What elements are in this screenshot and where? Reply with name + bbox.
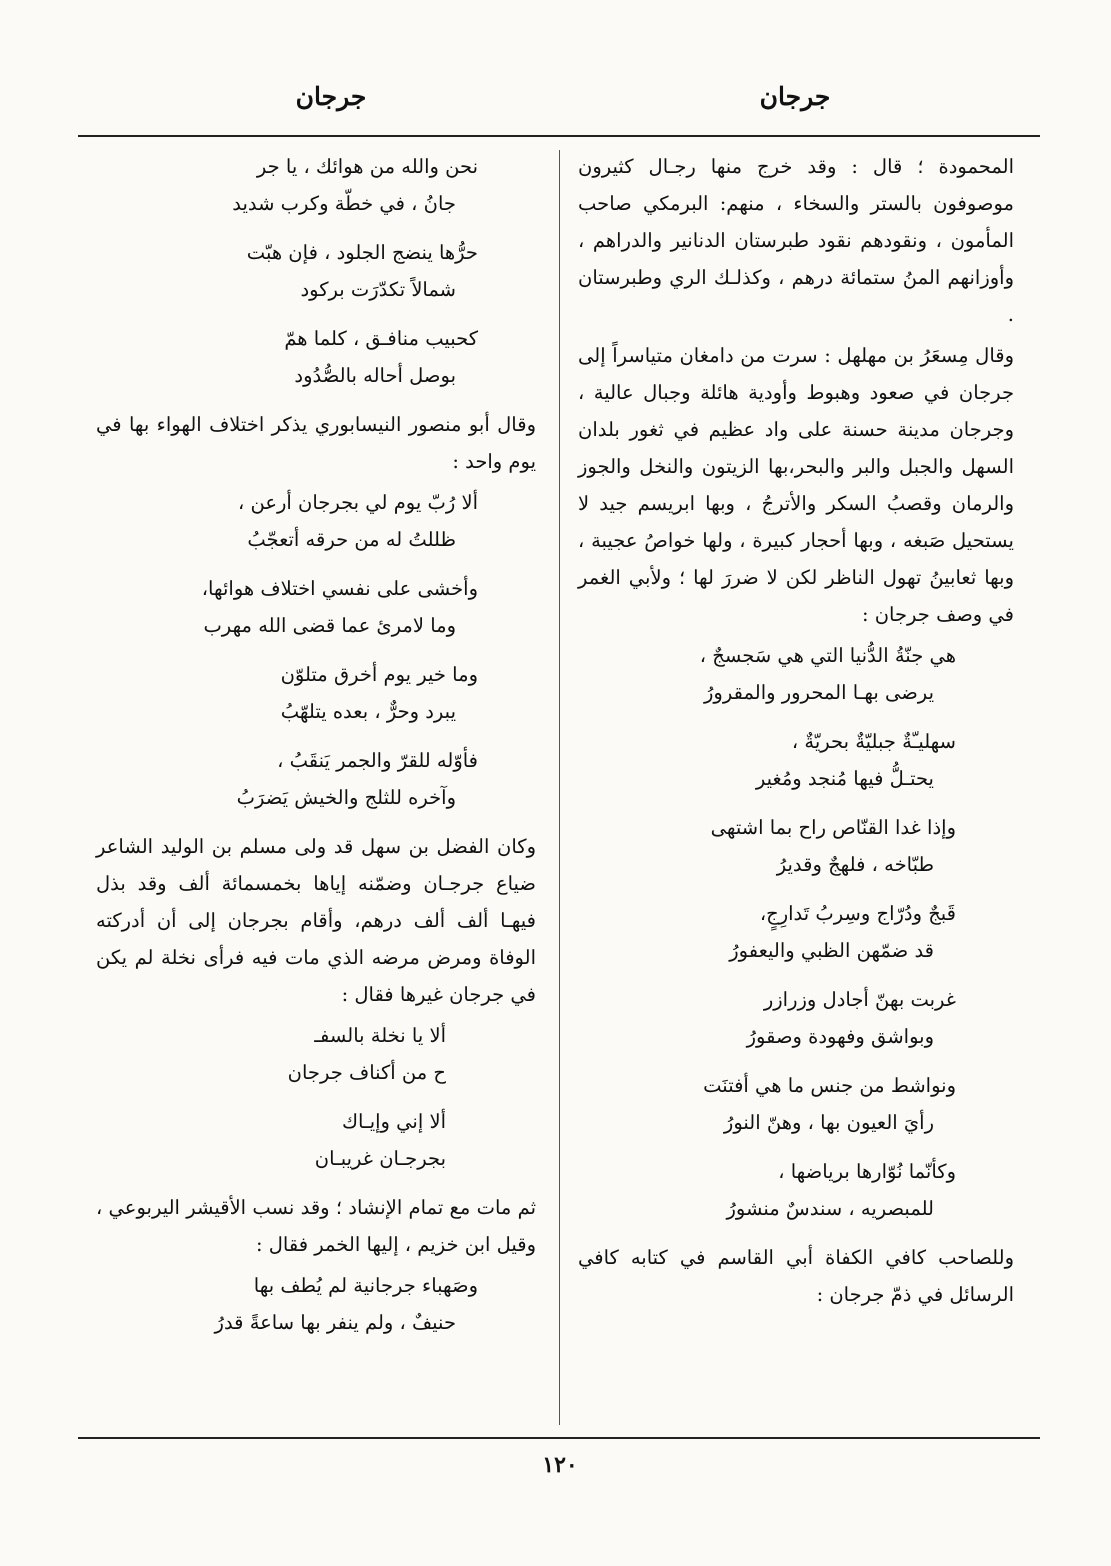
verse xyxy=(578,895,1014,969)
footer-rule xyxy=(78,1437,1040,1439)
verse-second-hemistich: بجرجـان غريبـان xyxy=(314,1147,446,1170)
verse-first-hemistich: فأوّله للقرّ والجمر يَنقَبُ ، xyxy=(277,749,478,772)
verse-first-hemistich: ألا إني وإيـاك xyxy=(341,1110,446,1133)
left-column xyxy=(96,148,536,1353)
verse-first-hemistich: غربت بهنّ أجادل وزرازر xyxy=(763,988,956,1011)
verse-second-hemistich: للمبصريه ، سندسٌ منشورُ xyxy=(726,1197,934,1220)
verse xyxy=(96,1267,536,1341)
verse-first-hemistich: وصَهباء جرجانية لم يُطف بها xyxy=(253,1274,478,1297)
right-column xyxy=(578,148,1014,1317)
verse-first-hemistich: سهليـّةٌ جبليّةٌ بحريّةٌ ، xyxy=(791,730,956,753)
verse-second-hemistich: ظللتُ له من حرقه أتعجّبُ xyxy=(247,528,456,551)
verse xyxy=(578,1153,1014,1227)
verse-second-hemistich: يبرد وحرٌّ ، بعده يتلهّبُ xyxy=(280,700,456,723)
verse xyxy=(578,637,1014,711)
verse-first-hemistich: كحبيب منافـق ، كلما همّ xyxy=(284,327,478,350)
verse-first-hemistich: نحن والله من هوائك ، يا جر xyxy=(256,155,478,178)
paragraph: ثم مات مع تمام الإنشاد ؛ وقد نسب الأقيشر اليربوعي ، وقيل ابن خزيم ، إليها الخمر فقال : xyxy=(96,1196,536,1256)
verse-second-hemistich: حنيفٌ ، ولم ينفر بها ساعةً قدرُ xyxy=(214,1311,456,1334)
verse-first-hemistich: ونواشط من جنس ما هي أفتنَت xyxy=(703,1074,956,1097)
verse xyxy=(96,484,536,558)
verse xyxy=(96,656,536,730)
verse-first-hemistich: ألا رُبّ يوم لي بجرجان أرعن ، xyxy=(238,491,478,514)
verse xyxy=(96,1017,536,1091)
verse-first-hemistich: وأخشى على نفسي اختلاف هوائها، xyxy=(201,577,478,600)
verse-second-hemistich: وبواشق وفهودة وصقورُ xyxy=(746,1025,934,1048)
verse-first-hemistich: وكأنّما نُوّارها برياضها ، xyxy=(778,1160,956,1183)
verse-second-hemistich: شمالاً تكدّرَت بركود xyxy=(300,278,456,301)
verse xyxy=(578,809,1014,883)
verse-first-hemistich: وما خير يوم أخرق متلوّن xyxy=(280,663,478,686)
verse xyxy=(96,148,536,222)
verse xyxy=(96,320,536,394)
verse-second-hemistich: ح من أكناف جرجان xyxy=(287,1061,446,1084)
verse-first-hemistich: هي جنّةُ الدُّنيا التي هي سَجسجٌ ، xyxy=(699,644,956,667)
verse xyxy=(96,742,536,816)
verse xyxy=(578,723,1014,797)
verse-first-hemistich: وإذا غدا القنّاص راح بما اشتهى xyxy=(710,816,956,839)
verse-second-hemistich: وآخره للثلج والخيش يَضرَبُ xyxy=(236,786,456,809)
verse xyxy=(96,1103,536,1177)
header-rule xyxy=(78,135,1040,137)
verse-second-hemistich: قد ضمّهن الظبي واليعفورُ xyxy=(729,939,934,962)
verse xyxy=(96,234,536,308)
column-divider xyxy=(559,150,560,1425)
verse-first-hemistich: قَبجٌ ودُرّاج وسِربُ تَدارِجٍ، xyxy=(759,902,956,925)
paragraph: وكان الفضل بن سهل قد ولى مسلم بن الوليد الشاعر ضياع جرجـان وضمّنه إياها بخمسمائة ألف وقد بذل فيهـا ألف ألف درهم، وأقام بجرجان إلى أن أدركته الوفاة ومرض مرضه الذي مات فيه فرأى نخلة لم يكن في جرجان غيرها فقال : xyxy=(96,835,536,1006)
page-number: ١٢٠ xyxy=(542,1452,578,1478)
verse-second-hemistich: رأيَ العيون بها ، وهنّ النورُ xyxy=(723,1111,934,1134)
verse-second-hemistich: يرضى بهـا المحرور والمقرورُ xyxy=(704,681,934,704)
verse-second-hemistich: وما لامرئ عما قضى الله مهرب xyxy=(203,614,456,637)
running-header-right: جرجان xyxy=(759,82,831,111)
verse-first-hemistich: حرُّها ينضج الجلود ، فإن هبّت xyxy=(246,241,478,264)
verse-second-hemistich: يحتـلُّ فيها مُنجد ومُغير xyxy=(755,767,934,790)
verse xyxy=(96,570,536,644)
verse xyxy=(578,1067,1014,1141)
verse-second-hemistich: جانُ ، في خطّة وكرب شديد xyxy=(232,192,456,215)
paragraph: وللصاحب كافي الكفاة أبي القاسم في كتابه كافي الرسائل في ذمّ جرجان : xyxy=(578,1246,1014,1306)
verse-second-hemistich: بوصل أحاله بالصُّدُود xyxy=(294,364,456,387)
paragraph: وقال أبو منصور النيسابوري يذكر اختلاف الهواء بها في يوم واحد : xyxy=(96,413,536,473)
paragraph: وقال مِسعَرُ بن مهلهل : سرت من دامغان متياسراً إلى جرجان في صعود وهبوط وأودية هائلة وجبال عالية ، وجرجان مدينة حسنة على واد عظيم في ثغور بلدان السهل والجبل والبر والبحر،بها الزيتون والنخل والجوز والرمان وقصبُ السكر والأترجُ ، وبها ابريسم جيد لا يستحيل صَبغه ، وبها أحجار كبيرة ، ولها خواصُ عجيبة ، وبها ثعابينُ تهول الناظر لكن لا ضررَ لها ؛ ولأبي الغمر في وصف جرجان : xyxy=(578,344,1014,626)
paragraph: المحمودة ؛ قال : وقد خرج منها رجـال كثيرون موصوفون بالستر والسخاء ، منهم: البرمكي صاحب المأمون ، ونقودهم نقود طبرستان الدنانير والدراهم ، وأوزانهم المنُ ستمائة درهم ، وكذلـك الري وطبرستان . xyxy=(578,155,1014,326)
verse xyxy=(578,981,1014,1055)
verse-second-hemistich: طبّاخه ، فلهجٌ وقديرُ xyxy=(776,853,934,876)
running-header-left: جرجان xyxy=(295,82,367,111)
verse-first-hemistich: ألا يا نخلة بالسفـ xyxy=(314,1024,446,1047)
